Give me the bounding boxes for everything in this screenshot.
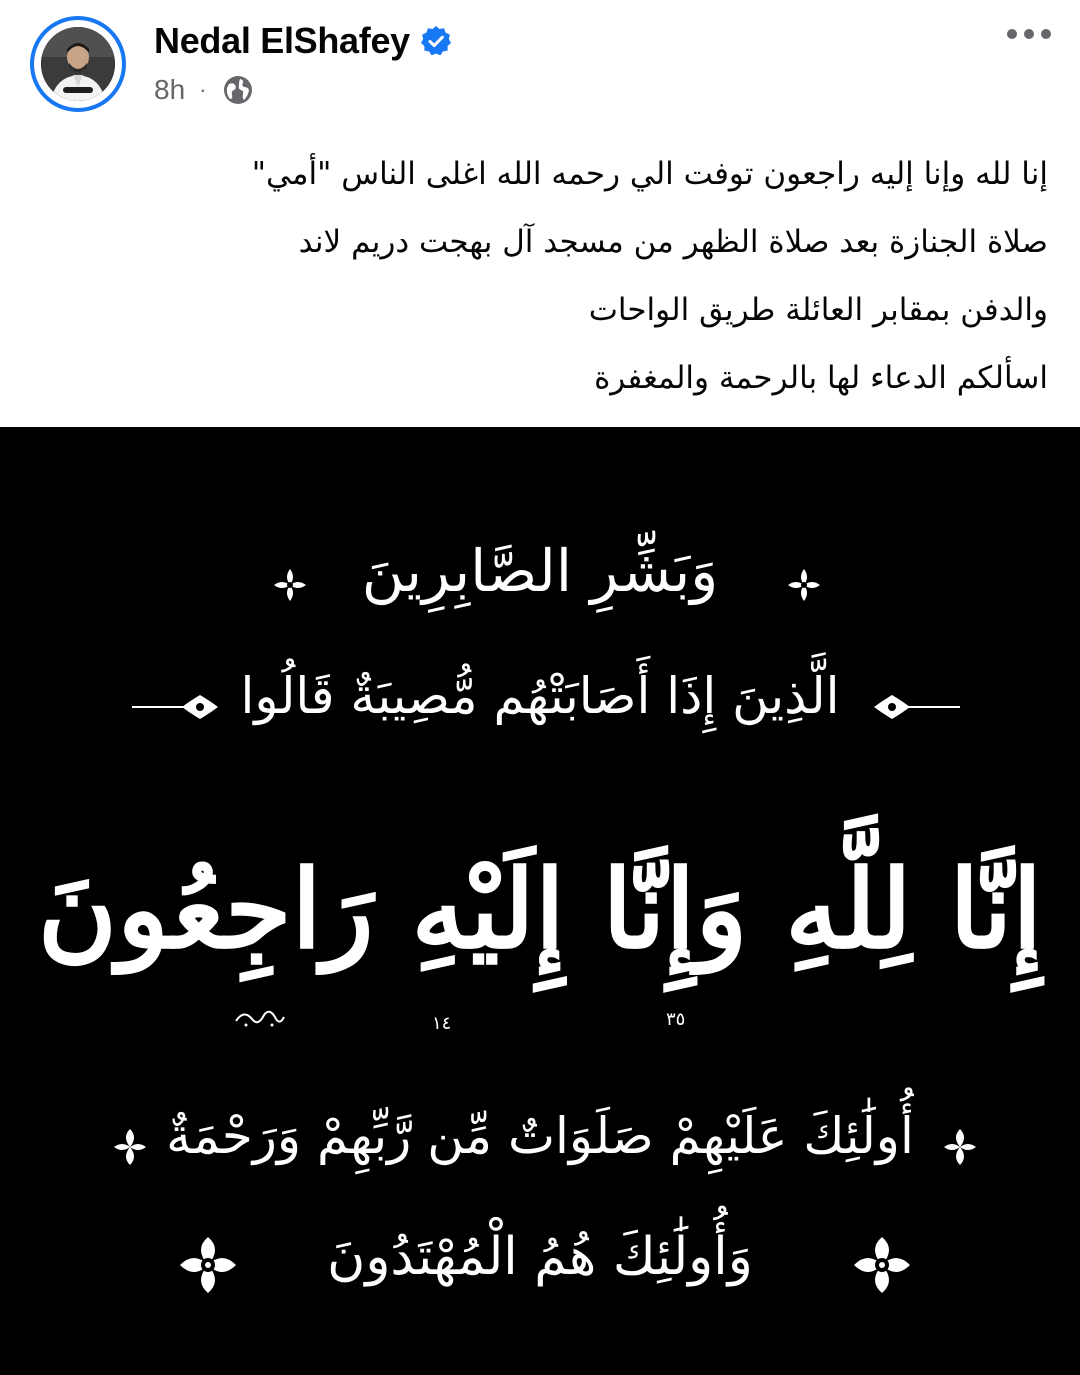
post-meta [154, 70, 254, 110]
verified-badge-icon [420, 25, 452, 57]
condolence-image[interactable] [0, 427, 1080, 1375]
calligraphy-main: إِنَّا لِلَّهِ وَإِنَّا إِلَيْهِ رَاجِعُونَ [37, 847, 1043, 973]
avatar-image [41, 27, 115, 101]
author-name[interactable]: Nedal ElShafey [154, 20, 410, 61]
avatar-photo [41, 27, 115, 101]
post-text-line: صلاة الجنازة بعد صلاة الظهر من مسجد آل بهجت دريم لاند [298, 224, 1048, 260]
calligraphy-line-4: أُولَٰئِكَ عَلَيْهِمْ صَلَوَاتٌ مِّن رَّبِّهِمْ وَرَحْمَةٌ [166, 1107, 914, 1165]
calligraphy-line-1: وَبَشِّرِ الصَّابِرِينَ [361, 537, 719, 605]
author-row [154, 18, 452, 64]
meta-separator: · [199, 77, 207, 102]
calligraphy-line-2: الَّذِينَ إِذَا أَصَابَتْهُم مُّصِيبَةٌ قَالُوا [240, 667, 840, 725]
globe-icon[interactable] [222, 74, 254, 106]
post-header [0, 0, 1080, 128]
calligraphy-line-5: وَأُولَٰئِكَ هُمُ الْمُهْتَدُونَ [327, 1227, 753, 1287]
post-text-line: والدفن بمقابر العائلة طريق الواحات [588, 292, 1048, 328]
more-options-icon[interactable] [1004, 22, 1054, 46]
verse-number: ٣٥ [666, 1009, 686, 1030]
post-text-line: إنا لله وإنا إليه راجعون توفت الي رحمه الله اغلى الناس "أمي" [251, 156, 1048, 192]
profile-avatar[interactable] [30, 16, 126, 112]
calligrapher-signature-icon [232, 1003, 288, 1031]
post-text-line: اسألكم الدعاء لها بالرحمة والمغفرة [594, 360, 1048, 396]
post-text [32, 140, 1048, 412]
post-time[interactable]: 8h [154, 74, 186, 105]
verse-number: ١٤ [432, 1013, 452, 1034]
